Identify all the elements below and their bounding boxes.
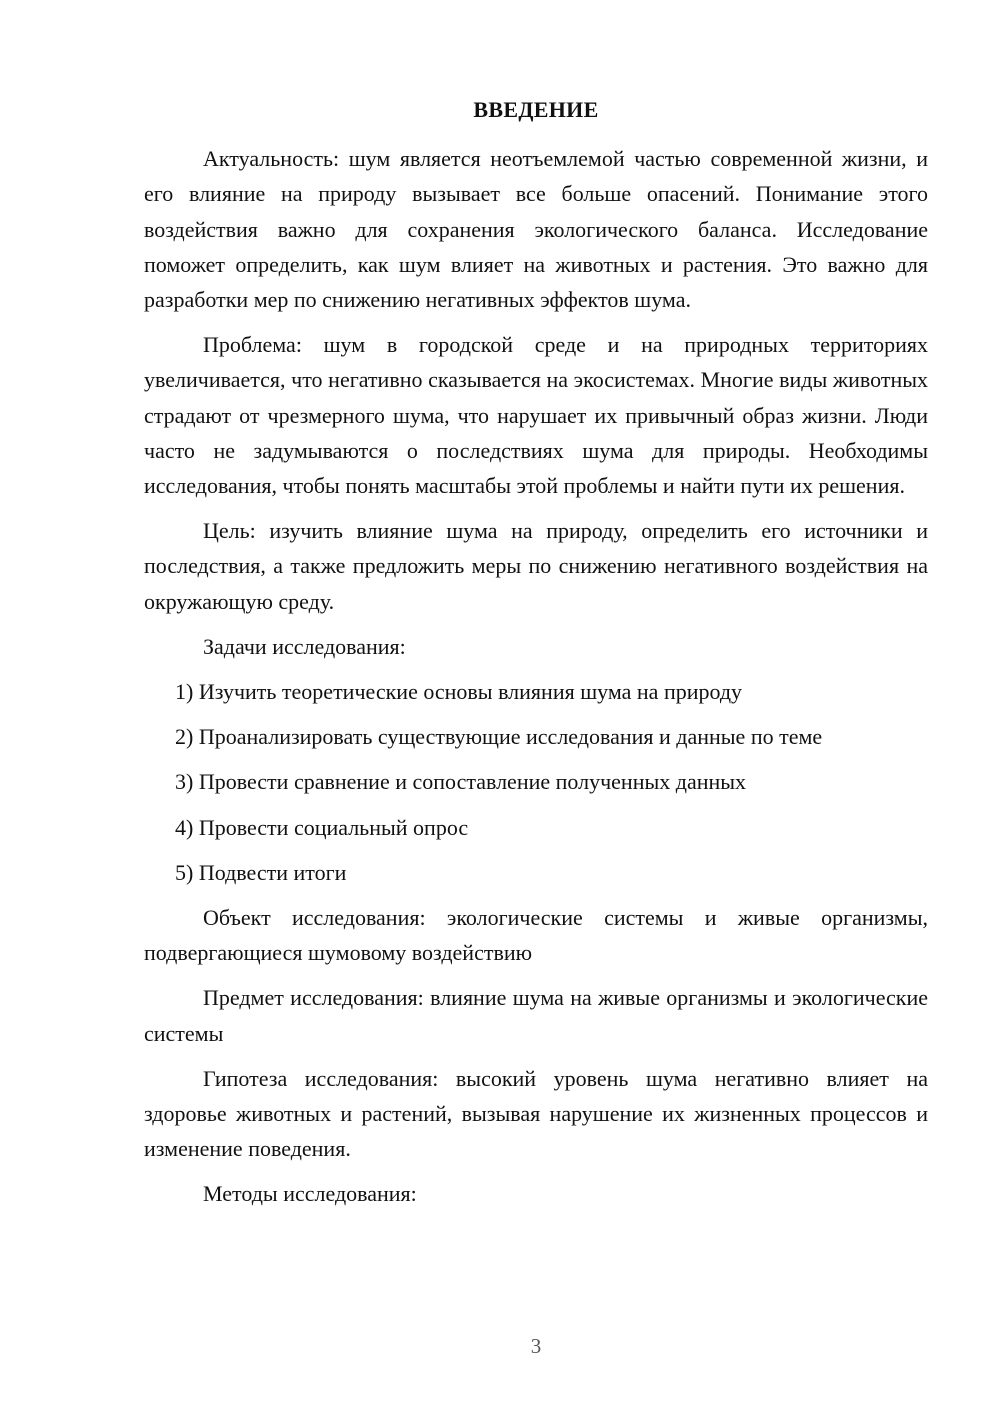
paragraph-problem: Проблема: шум в городской среде и на природных территориях увеличивается, что негативно сказывается на экосистемах. Многие виды животных страдают от чрезмерного шума, что нарушает их привычный образ жизни. Люди часто не задумываются о последствиях шума для природы. Необходимы исследования, чтобы понять масштабы этой проблемы и найти пути их решения. [144,332,928,499]
list-item: 4) Провести социальный опрос [175,814,469,840]
page-number: 3 [530,1334,542,1358]
paragraph-subject: Предмет исследования: влияние шума на живые организмы и экологические системы [144,985,928,1046]
page-content [144,92,928,1222]
paragraph-object: Объект исследования: экологические системы и живые организмы, подвергающиеся шумовому воздействию [144,905,928,966]
list-item: 3) Провести сравнение и сопоставление полученных данных [175,769,747,795]
list-item: 1) Изучить теоретические основы влияния шума на природу [175,679,743,705]
paragraph-methods: Методы исследования: [203,1181,417,1207]
list-item: 2) Проанализировать существующие исследования и данные по теме [175,724,823,750]
paragraph-goal: Цель: изучить влияние шума на природу, определить его источники и последствия, а также предложить меры по снижению негативного воздействия на окружающую среду. [144,518,928,614]
paragraph-tasks-heading: Задачи исследования: [203,633,406,659]
paragraph-relevance: Актуальность: шум является неотъемлемой частью современной жизни, и его влияние на природу вызывает все больше опасений. Понимание этого воздействия важно для сохранения экологического баланса. Исследование поможет определить, как шум влияет на животных и растения. Это важно для разработки мер по снижению негативных эффектов шума. [144,146,928,313]
section-title: ВВЕДЕНИЕ [473,97,599,122]
list-item: 5) Подвести итоги [175,859,347,885]
paragraph-hypothesis: Гипотеза исследования: высокий уровень шума негативно влияет на здоровье животных и растений, вызывая нарушение их жизненных процессов и изменение поведения. [144,1065,928,1162]
tasks-list [144,674,928,890]
